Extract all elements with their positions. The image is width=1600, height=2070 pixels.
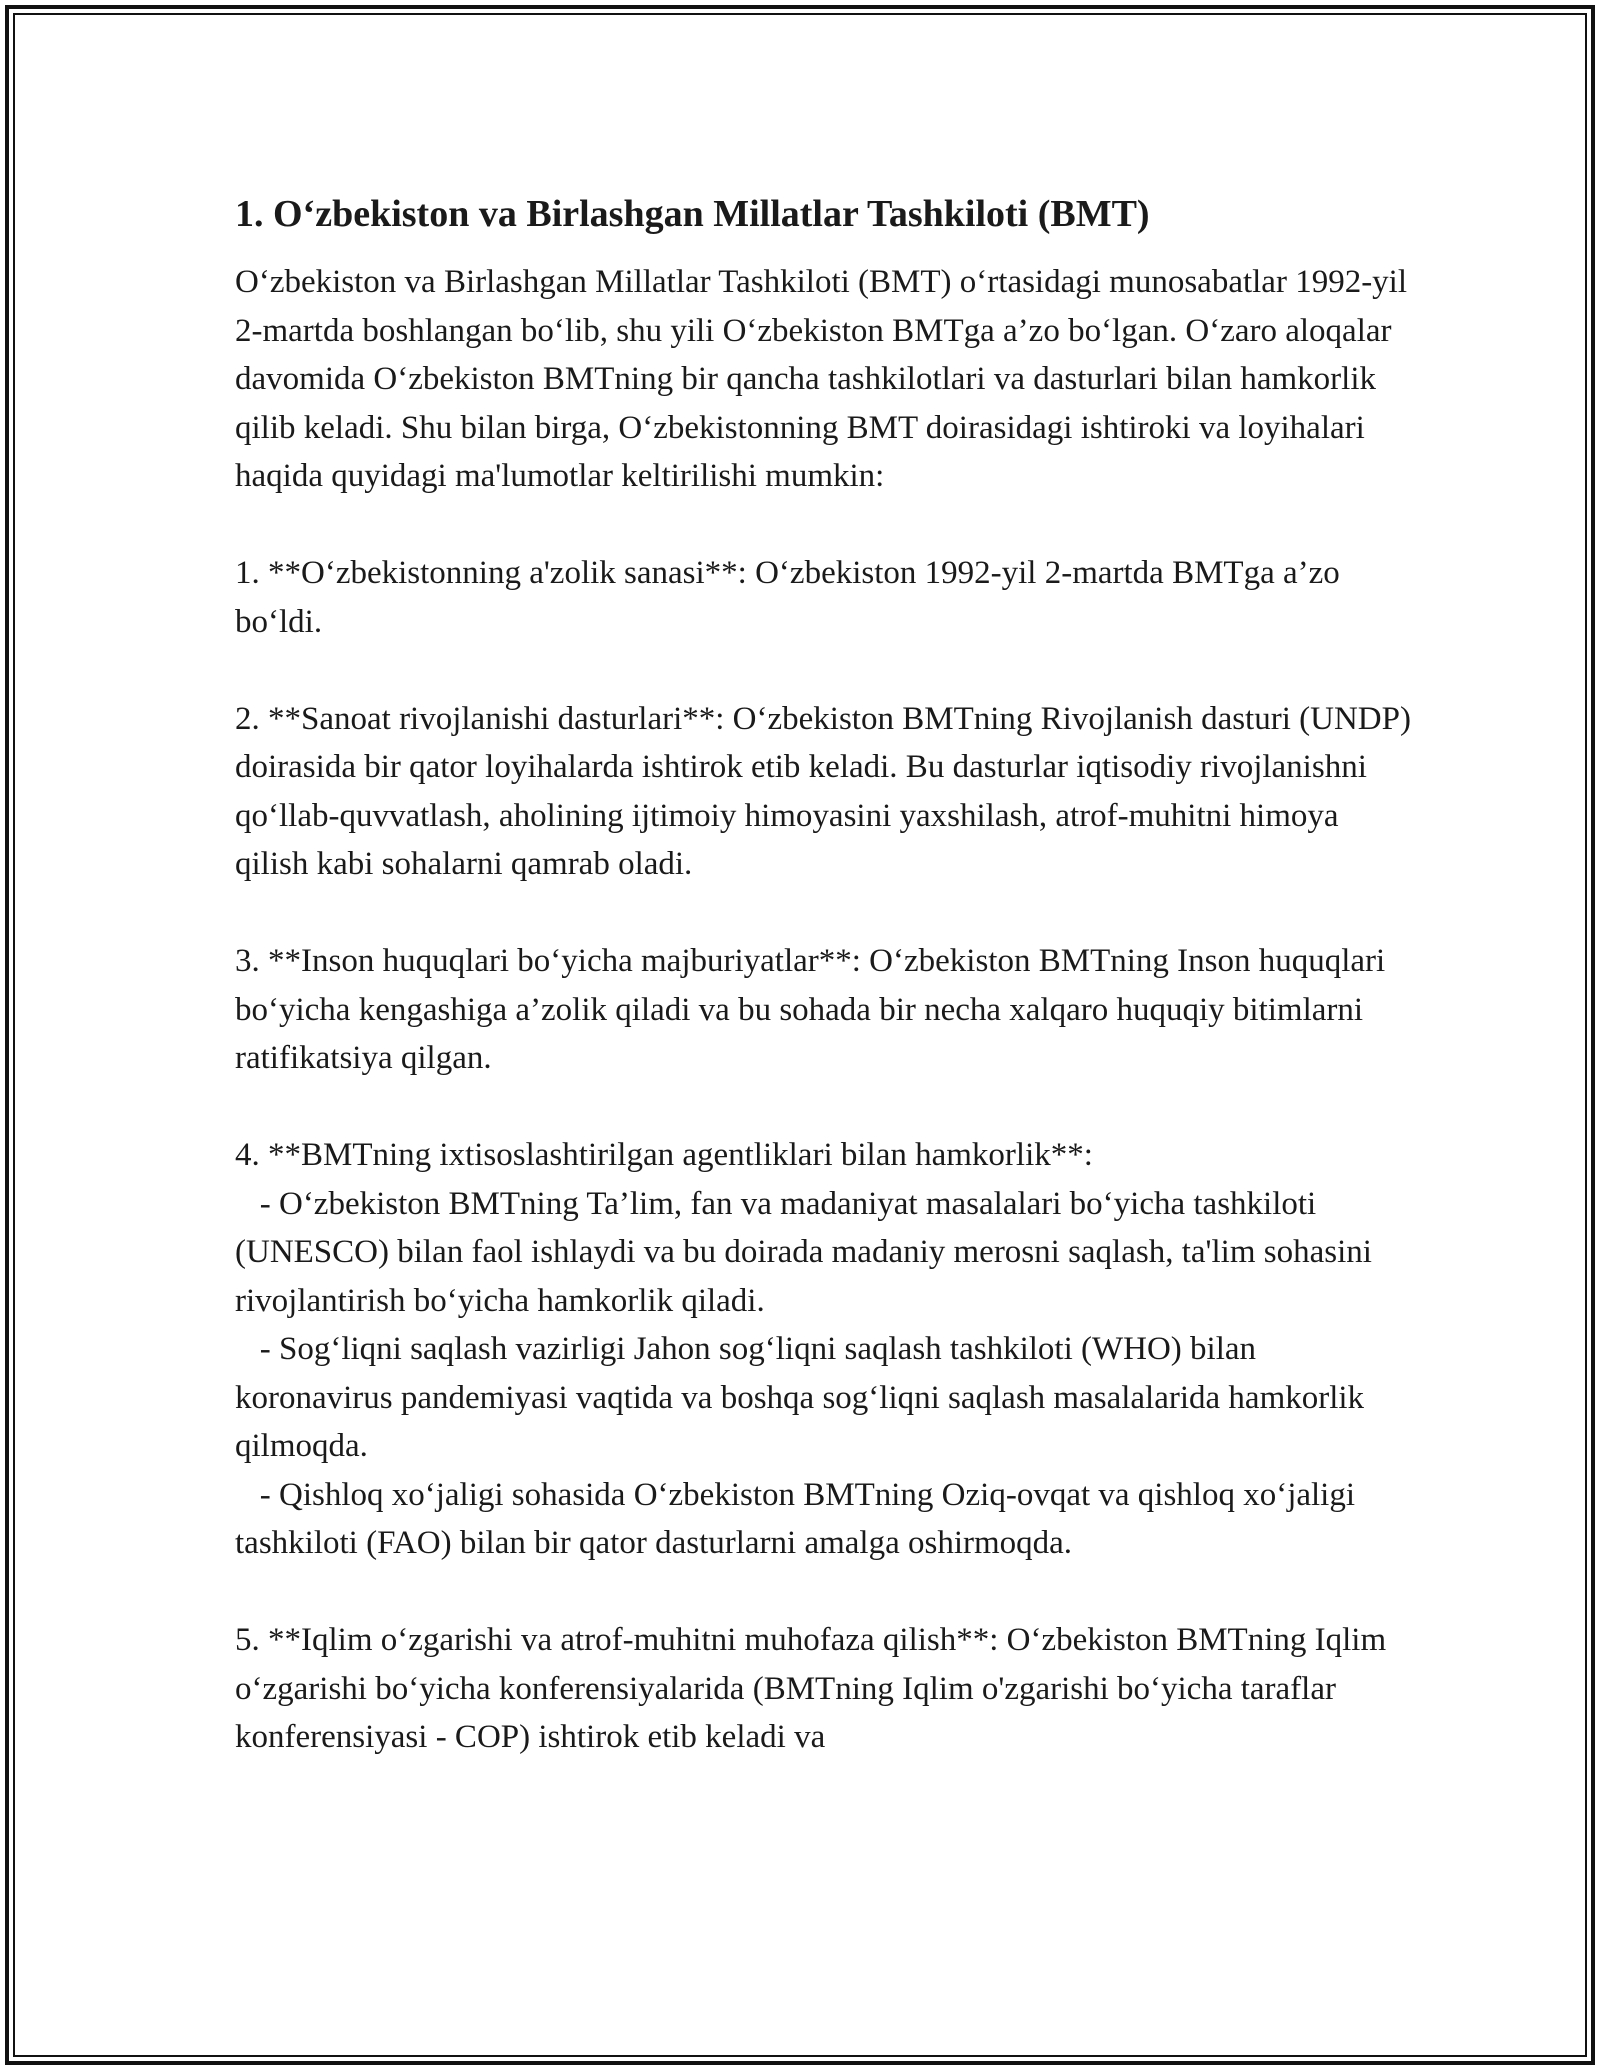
list-item-4-sub-2: - Sog‘liqni saqlash vazirligi Jahon sog‘liqni saqlash tashkiloti (WHO) bilan koronavirus pandemiyasi vaqtida va boshqa sog‘liqni saqlash masalalarida hamkorlik qilmoqda.: [235, 1331, 1373, 1464]
list-item-4-heading: 4. **BMTning ixtisoslashtirilgan agentliklari bilan hamkorlik**:: [235, 1137, 1093, 1173]
list-item-5: 5. **Iqlim o‘zgarishi va atrof-muhitni muhofaza qilish**: O‘zbekiston BMTning Iqlim o‘zgarishi bo‘yicha konferensiyalarida (BMTning Iqlim o'zgarishi bo‘yicha taraflar konferensiyasi - COP) ishtirok etib keladi va: [235, 1622, 1395, 1755]
document-body: [235, 188, 1420, 1762]
list-item-4-sub-1: - O‘zbekiston BMTning Ta’lim, fan va madaniyat masalalari bo‘yicha tashkiloti (UNESCO) bilan faol ishlaydi va bu doirada madaniy merosni saqlash, ta'lim sohasini rivojlantirish bo‘yicha hamkorlik qiladi.: [235, 1185, 1381, 1319]
paragraph-gap: [235, 1568, 1415, 1617]
paragraph-gap: [235, 646, 1415, 695]
list-item-4-sub-3: - Qishloq xo‘jaligi sohasida O‘zbekiston BMTning Oziq-ovqat va qishloq xo‘jaligi tashkiloti (FAO) bilan bir qator dasturlarni amalga oshirmoqda.: [235, 1476, 1364, 1561]
document-title: 1. O‘zbekiston va Birlashgan Millatlar Tashkiloti (BMT): [235, 193, 1150, 235]
list-item-1: 1. **O‘zbekistonning a'zolik sanasi**: O‘zbekiston 1992-yil 2-martda BMTga a’zo bo‘ldi.: [235, 555, 1349, 640]
list-item-2: 2. **Sanoat rivojlanishi dasturlari**: O‘zbekiston BMTning Rivojlanish dasturi (UNDP) doirasida bir qator loyihalarda ishtirok etib keladi. Bu dasturlar iqtisodiy rivojlanishni qo‘llab-quvvatlash, aholining ijtimoiy himoyasini yaxshilash, atrof-muhitni himoya qilish kabi sohalarni qamrab oladi.: [235, 700, 1420, 882]
intro-paragraph: O‘zbekiston va Birlashgan Millatlar Tashkiloti (BMT) o‘rtasidagi munosabatlar 1992-yil 2-martda boshlangan bo‘lib, shu yili O‘zbekiston BMTga a’zo bo‘lgan. O‘zaro aloqalar davomida O‘zbekiston BMTning bir qancha tashkilotlari va dasturlari bilan hamkorlik qilib keladi. Shu bilan birga, O‘zbekistonning BMT doirasidagi ishtiroki va loyihalari haqida quyidagi ma'lumotlar keltirilishi mumkin:: [235, 264, 1416, 494]
paragraph-gap: [235, 1083, 1415, 1132]
list-item-3: 3. **Inson huquqlari bo‘yicha majburiyatlar**: O‘zbekiston BMTning Inson huquqlari bo‘yicha kengashiga a’zolik qiladi va bu sohada bir necha xalqaro huquqiy bitimlarni ratifikatsiya qilgan.: [235, 943, 1394, 1076]
paragraph-gap: [235, 501, 1415, 550]
paragraph-gap: [235, 889, 1415, 938]
